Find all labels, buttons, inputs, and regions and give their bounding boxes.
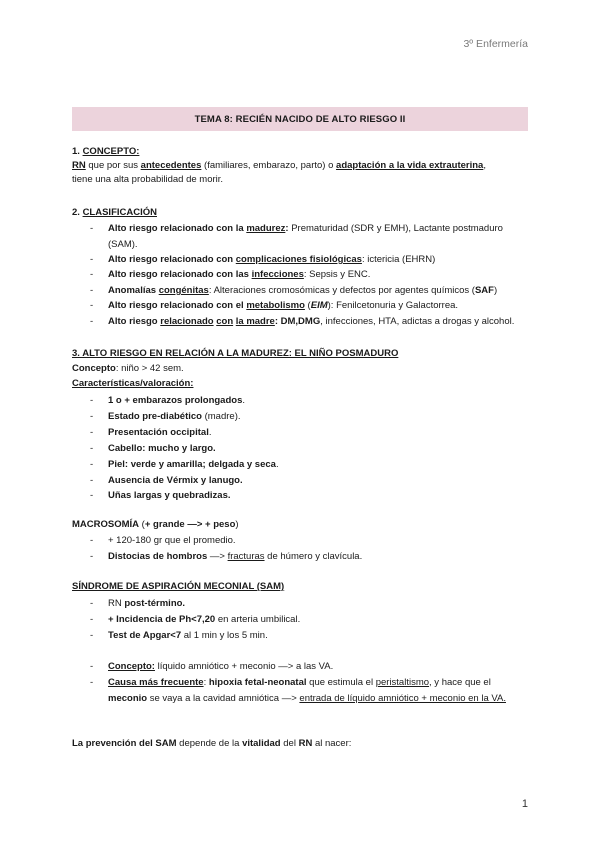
section-1-text-2: tiene una alta probabilidad de morir. bbox=[72, 174, 224, 185]
bullet-dash: - bbox=[90, 677, 94, 688]
bullet-dash: - bbox=[90, 598, 94, 609]
sam-concept: Concepto: líquido amniótico + meconio —> a las VA. bbox=[108, 661, 334, 672]
bullet-dash: - bbox=[90, 443, 94, 454]
bullet-dash: - bbox=[90, 285, 94, 296]
bullet-dash: - bbox=[90, 630, 94, 641]
header-course: 3º Enfermería bbox=[463, 38, 528, 50]
macrosomia-item: Distocias de hombros —> fracturas de húmero y clavícula. bbox=[108, 551, 363, 562]
characteristic-item: Ausencia de Vérmix y lanugo. bbox=[108, 475, 243, 486]
bullet-dash: - bbox=[90, 300, 94, 311]
section-3-heading: 3. ALTO RIESGO EN RELACIÓN A LA MADUREZ: EL NIÑO POSMADURO bbox=[72, 348, 399, 359]
sam-cause: Causa más frecuente: hipoxia fetal-neonatal que estimula el peristaltismo, y hace que el meconio se vaya a la cavidad amniótica —> entrada de líquido amniótico + meconio en la VA. bbox=[108, 677, 506, 704]
characteristic-item: Uñas largas y quebradizas. bbox=[108, 490, 231, 501]
sam-item: RN post-término. bbox=[108, 598, 186, 609]
bullet-dash: - bbox=[90, 427, 94, 438]
classification-item: Alto riesgo relacionado con las infecciones: Sepsis y ENC. bbox=[108, 269, 371, 280]
bullet-dash: - bbox=[90, 551, 94, 562]
bullet-dash: - bbox=[90, 223, 94, 234]
macrosomia-heading: MACROSOMÍA (+ grande —> + peso) bbox=[72, 519, 239, 530]
section-2-heading: 2. CLASIFICACIÓN bbox=[72, 207, 157, 218]
bullet-dash: - bbox=[90, 490, 94, 501]
classification-item: Alto riesgo relacionado con complicaciones fisiológicas: ictericia (EHRN) bbox=[108, 254, 436, 265]
macrosomia-item: + 120-180 gr que el promedio. bbox=[108, 535, 236, 546]
sam-item: + Incidencia de Ph<7,20 en arteria umbilical. bbox=[108, 614, 301, 625]
sam-item: Test de Apgar<7 al 1 min y los 5 min. bbox=[108, 630, 268, 641]
characteristic-item: Piel: verde y amarilla; delgada y seca. bbox=[108, 459, 279, 470]
characteristic-item: Presentación occipital. bbox=[108, 427, 212, 438]
bullet-dash: - bbox=[90, 475, 94, 486]
characteristic-item: Estado pre-diabético (madre). bbox=[108, 411, 241, 422]
bullet-dash: - bbox=[90, 316, 94, 327]
section-1-text: RN que por sus antecedentes (familiares, embarazo, parto) o adaptación a la vida extrauterina, bbox=[72, 160, 486, 171]
section-1-heading: 1. CONCEPTO: bbox=[72, 146, 140, 157]
concept-line: Concepto: niño > 42 sem. bbox=[72, 363, 184, 374]
document-title: TEMA 8: RECIÉN NACIDO DE ALTO RIESGO II bbox=[72, 107, 528, 131]
classification-item: Anomalías congénitas: Alteraciones cromosómicas y defectos por agentes químicos (SAF) bbox=[108, 285, 498, 296]
bullet-dash: - bbox=[90, 254, 94, 265]
bullet-dash: - bbox=[90, 614, 94, 625]
characteristic-item: Cabello: mucho y largo. bbox=[108, 443, 216, 454]
page-number: 1 bbox=[521, 798, 528, 810]
prevention-line: La prevención del SAM depende de la vitalidad del RN al nacer: bbox=[72, 738, 352, 749]
bullet-dash: - bbox=[90, 459, 94, 470]
characteristics-label: Características/valoración: bbox=[72, 378, 194, 389]
bullet-dash: - bbox=[90, 661, 94, 672]
characteristic-item: 1 o + embarazos prolongados. bbox=[108, 395, 245, 406]
bullet-dash: - bbox=[90, 411, 94, 422]
bullet-dash: - bbox=[90, 269, 94, 280]
classification-item: Alto riesgo relacionado con la madurez: Prematuridad (SDR y EMH), Lactante postmaduro (SAM). bbox=[108, 223, 503, 250]
bullet-dash: - bbox=[90, 395, 94, 406]
classification-item: Alto riesgo relacionado con el metabolismo (EIM): Fenilcetonuria y Galactorrea. bbox=[108, 300, 459, 311]
classification-item: Alto riesgo relacionado con la madre: DM,DMG, infecciones, HTA, adictas a drogas y alcohol. bbox=[108, 316, 515, 327]
bullet-dash: - bbox=[90, 535, 94, 546]
sam-heading: SÍNDROME DE ASPIRACIÓN MECONIAL (SAM) bbox=[72, 581, 285, 592]
